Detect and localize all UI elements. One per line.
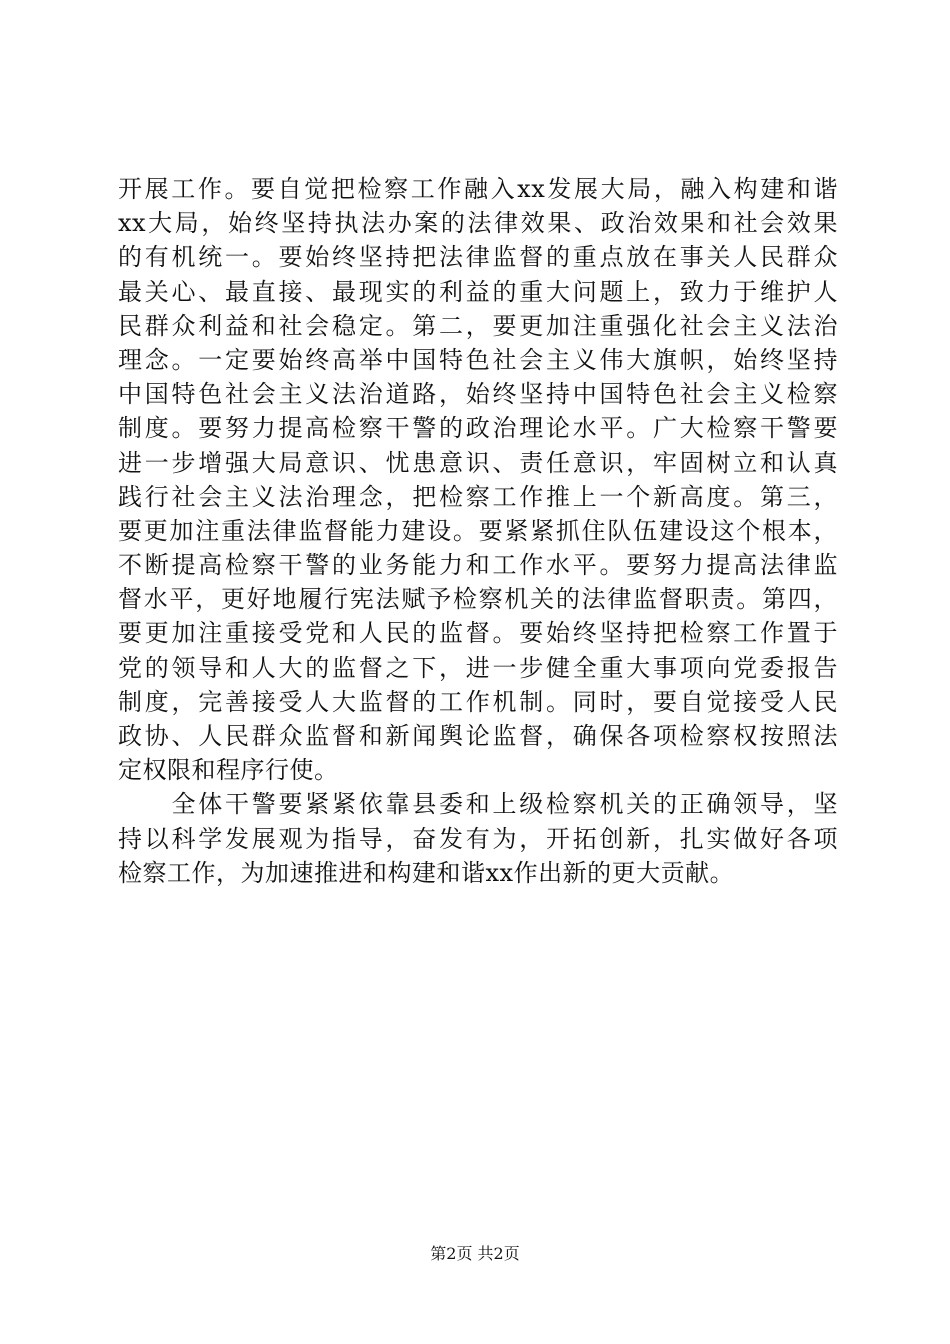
text-line: 进一步增强大局意识、忧患意识、责任意识，牢固树立和认真 xyxy=(118,448,838,477)
text-line: 督水平，更好地履行宪法赋予检察机关的法律监督职责。第四， xyxy=(118,585,838,614)
text-line: 理念。一定要始终高举中国特色社会主义伟大旗帜，始终坚持 xyxy=(118,345,838,374)
text-line: 的有机统一。要始终坚持把法律监督的重点放在事关人民群众 xyxy=(118,243,838,272)
text-line: 检察工作，为加速推进和构建和谐xx作出新的更大贡献。 xyxy=(118,858,735,887)
text-line: 制度。要努力提高检察干警的政治理论水平。广大检察干警要 xyxy=(118,414,838,443)
page-number-footer: 第2页 共2页 xyxy=(430,1244,520,1263)
text-line: 开展工作。要自觉把检察工作融入xx发展大局，融入构建和谐 xyxy=(118,175,838,203)
text-line: 持以科学发展观为指导，奋发有为，开拓创新，扎实做好各项 xyxy=(118,824,838,853)
text-line: 民群众利益和社会稳定。第二，要更加注重强化社会主义法治 xyxy=(118,311,838,340)
text-line: xx大局，始终坚持执法办案的法律效果、政治效果和社会效果 xyxy=(118,209,838,238)
text-line: 党的领导和人大的监督之下，进一步健全重大事项向党委报告 xyxy=(118,653,838,682)
text-line: 要更加注重接受党和人民的监督。要始终坚持把检察工作置于 xyxy=(118,619,838,648)
body-text xyxy=(118,172,838,890)
text-line: 践行社会主义法治理念，把检察工作推上一个新高度。第三， xyxy=(118,482,838,511)
text-line: 政协、人民群众监督和新闻舆论监督，确保各项检察权按照法 xyxy=(118,722,838,750)
text-line: 要更加注重法律监督能力建设。要紧紧抓住队伍建设这个根本， xyxy=(118,516,838,545)
text-line: 定权限和程序行使。 xyxy=(118,756,339,785)
text-line: 全体干警要紧紧依靠县委和上级检察机关的正确领导，坚 xyxy=(118,790,838,819)
text-line: 不断提高检察干警的业务能力和工作水平。要努力提高法律监 xyxy=(118,551,838,580)
text-line: 最关心、最直接、最现实的利益的重大问题上，致力于维护人 xyxy=(118,277,838,306)
text-line: 中国特色社会主义法治道路，始终坚持中国特色社会主义检察 xyxy=(118,380,838,409)
text-line: 制度，完善接受人大监督的工作机制。同时，要自觉接受人民 xyxy=(118,687,838,716)
